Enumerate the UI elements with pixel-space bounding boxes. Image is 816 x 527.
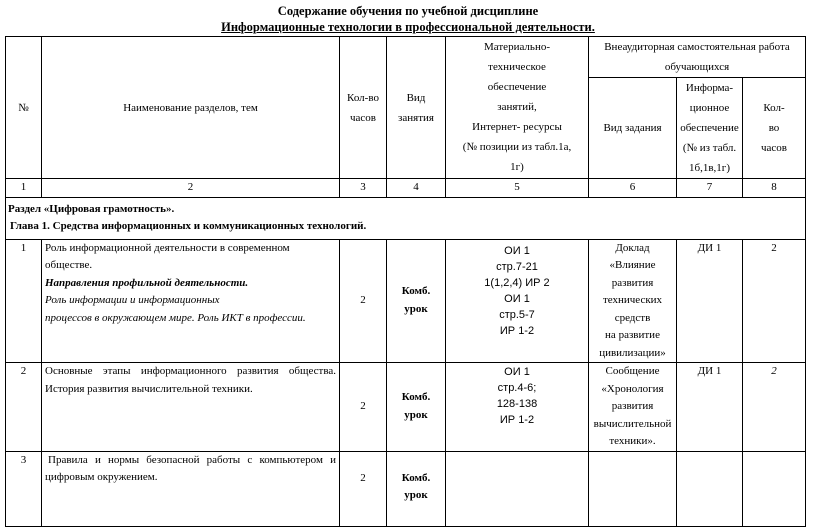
col-number: 3 bbox=[340, 179, 387, 198]
row-info: ДИ 1 bbox=[677, 239, 743, 363]
column-numbers-row bbox=[6, 179, 806, 198]
row-count: 2 bbox=[743, 363, 806, 452]
discipline-title: Информационные технологии в профессиональной деятельности. bbox=[221, 20, 595, 34]
row-count: 2 bbox=[743, 239, 806, 363]
row-task bbox=[589, 451, 677, 526]
header-count: Кол- во часов bbox=[743, 78, 806, 179]
col-number: 4 bbox=[387, 179, 446, 198]
row-resources: ОИ 1 стр.4-6; 128-138 ИР 1-2 bbox=[446, 363, 589, 452]
header-row-1 bbox=[6, 37, 806, 78]
row-hours: 2 bbox=[340, 451, 387, 526]
profile-direction-heading: Направления профильной деятельности. bbox=[45, 276, 249, 289]
col-number: 7 bbox=[677, 179, 743, 198]
row-info bbox=[677, 451, 743, 526]
header-hours: Кол-во часов bbox=[340, 37, 387, 179]
header-extracurricular: Внеаудиторная самостоятельная работа обучающихся bbox=[589, 37, 806, 78]
row-topic: Роль информационной деятельности в современном обществе. Направления профильной деятельности. Роль информации и информационных процессов в окружающем мире. Роль ИКТ в профессии. bbox=[42, 239, 340, 363]
row-lesson-type: Комб. урок bbox=[387, 239, 446, 363]
col-number: 1 bbox=[6, 179, 42, 198]
section-title: Раздел «Цифровая грамотность». bbox=[8, 202, 175, 215]
table-row bbox=[6, 451, 806, 526]
row-hours: 2 bbox=[340, 239, 387, 363]
header-info: Информа- ционное обеспечение (№ из табл. 1б,1в,1г) bbox=[677, 78, 743, 179]
row-info: ДИ 1 bbox=[677, 363, 743, 452]
row-topic: Правила и нормы безопасной работы с компьютером и цифровым окружением. bbox=[42, 451, 340, 526]
header-task-type: Вид задания bbox=[589, 78, 677, 179]
row-topic: Основные этапы информационного развития общества. История развития вычислительной техники. bbox=[42, 363, 340, 452]
row-resources bbox=[446, 451, 589, 526]
col-number: 6 bbox=[589, 179, 677, 198]
row-count bbox=[743, 451, 806, 526]
row-hours: 2 bbox=[340, 363, 387, 452]
curriculum-table bbox=[5, 36, 806, 527]
chapter-title: Глава 1. Средства информационных и коммуникационных технологий. bbox=[10, 219, 367, 232]
row-num: 2 bbox=[6, 363, 42, 452]
document-title: Содержание обучения по учебной дисциплине bbox=[277, 4, 539, 18]
row-task: Доклад «Влияние развития технических средств на развитие цивилизации» bbox=[589, 239, 677, 363]
header-name: Наименование разделов, тем bbox=[42, 37, 340, 179]
col-number: 2 bbox=[42, 179, 340, 198]
section-cell bbox=[6, 197, 806, 239]
col-number: 5 bbox=[446, 179, 589, 198]
row-num: 3 bbox=[6, 451, 42, 526]
table-row bbox=[6, 363, 806, 452]
header-lesson-type: Вид занятия bbox=[387, 37, 446, 179]
header-num: № bbox=[6, 37, 42, 179]
header-resources: Материально- техническое обеспечение занятий, Интернет- ресурсы (№ позиции из табл.1а, 1г) bbox=[446, 37, 589, 179]
row-lesson-type: Комб. урок bbox=[387, 451, 446, 526]
row-lesson-type: Комб. урок bbox=[387, 363, 446, 452]
row-num: 1 bbox=[6, 239, 42, 363]
col-number: 8 bbox=[743, 179, 806, 198]
row-task: Сообщение «Хронология развития вычислительной техники». bbox=[589, 363, 677, 452]
table-row bbox=[6, 239, 806, 363]
section-row bbox=[6, 197, 806, 239]
row-resources: ОИ 1 стр.7-21 1(1,2,4) ИР 2 ОИ 1 стр.5-7 ИР 1-2 bbox=[446, 239, 589, 363]
